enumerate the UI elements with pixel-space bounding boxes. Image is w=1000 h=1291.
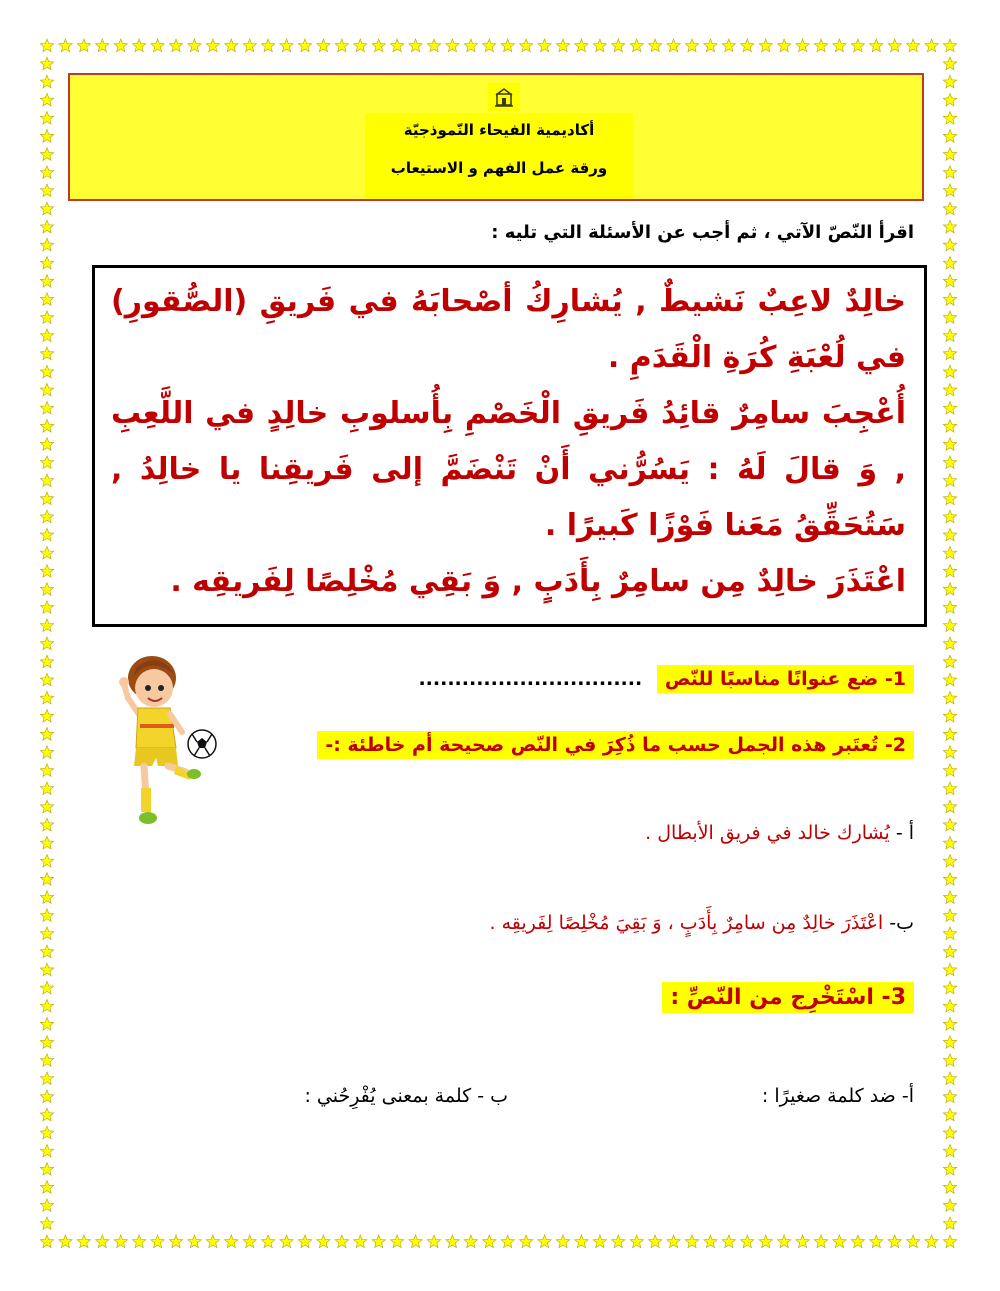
border-star <box>943 836 956 849</box>
border-star <box>40 238 53 251</box>
border-star <box>40 601 53 614</box>
passage-paragraph-2: أُعْجِبَ سامِرٌ قائِدُ فَريقِ الْخَصْمِ بِأُسلوبِ خالِدٍ في اللَّعِبِ , وَ قالَ لَهُ : يَسُرُّني أَنْ تَنْضَمَّ إلى فَريقِنا يا خالِدُ , سَتُحَقِّقُ مَعَنا فَوْزًا كَبيرًا . <box>111 396 906 543</box>
question-1 <box>418 668 914 690</box>
border-star <box>40 637 53 650</box>
border-star <box>943 438 956 451</box>
border-star <box>612 1235 625 1248</box>
border-star <box>741 39 754 52</box>
statement-a-text: يُشارك خالد في فريق الأبطال . <box>645 822 890 844</box>
border-star <box>943 981 956 994</box>
border-star <box>943 710 956 723</box>
border-star <box>40 691 53 704</box>
border-star <box>40 1181 53 1194</box>
border-star <box>778 39 791 52</box>
border-star <box>40 873 53 886</box>
border-star <box>40 293 53 306</box>
border-star <box>40 1199 53 1212</box>
border-star <box>501 39 514 52</box>
border-star <box>206 39 219 52</box>
title-block <box>365 113 633 199</box>
border-star <box>943 474 956 487</box>
border-star <box>40 728 53 741</box>
border-star <box>40 1018 53 1031</box>
border-star <box>943 329 956 342</box>
border-star <box>925 39 938 52</box>
border-star <box>943 909 956 922</box>
border-star <box>722 1235 735 1248</box>
border-star <box>114 1235 127 1248</box>
school-name: أكاديمية الفيحاء النّموذجيّة <box>403 121 595 139</box>
border-star <box>943 57 956 70</box>
border-star <box>943 565 956 578</box>
border-star <box>667 39 680 52</box>
border-star <box>649 1235 662 1248</box>
subquestion-synonym[interactable]: ب - كلمة بمعنى يُفْرِحُني : <box>304 1085 508 1107</box>
border-star <box>391 39 404 52</box>
border-star <box>40 800 53 813</box>
border-star <box>40 1036 53 1049</box>
border-star <box>759 39 772 52</box>
border-star <box>943 75 956 88</box>
border-star <box>40 963 53 976</box>
border-star <box>40 655 53 668</box>
border-star <box>943 238 956 251</box>
border-star <box>280 1235 293 1248</box>
border-star <box>943 655 956 668</box>
border-star <box>538 39 551 52</box>
border-star <box>943 528 956 541</box>
border-star <box>888 1235 901 1248</box>
border-star <box>40 891 53 904</box>
border-star <box>464 1235 477 1248</box>
border-star <box>427 1235 440 1248</box>
border-star <box>483 1235 496 1248</box>
border-star <box>575 1235 588 1248</box>
border-star <box>685 1235 698 1248</box>
border-star <box>943 764 956 777</box>
border-star <box>943 401 956 414</box>
border-star <box>188 39 201 52</box>
border-star <box>612 39 625 52</box>
border-star <box>556 1235 569 1248</box>
border-star <box>943 1054 956 1067</box>
border-star <box>40 202 53 215</box>
border-star <box>335 1235 348 1248</box>
border-star <box>40 746 53 759</box>
border-star <box>907 1235 920 1248</box>
border-star <box>40 93 53 106</box>
border-star <box>40 1235 53 1248</box>
border-star <box>40 184 53 197</box>
border-star <box>298 39 311 52</box>
border-star <box>943 293 956 306</box>
border-star <box>169 1235 182 1248</box>
border-star <box>943 1163 956 1176</box>
border-star <box>40 1217 53 1230</box>
border-star <box>667 1235 680 1248</box>
border-star <box>40 438 53 451</box>
border-star <box>575 39 588 52</box>
border-star <box>538 1235 551 1248</box>
border-star <box>630 1235 643 1248</box>
border-star <box>943 746 956 759</box>
border-star <box>943 220 956 233</box>
border-star <box>943 927 956 940</box>
border-star <box>262 1235 275 1248</box>
border-star <box>354 39 367 52</box>
border-star <box>317 39 330 52</box>
border-star <box>888 39 901 52</box>
border-star <box>943 492 956 505</box>
border-star <box>943 1090 956 1103</box>
border-star <box>593 39 606 52</box>
border-star <box>243 39 256 52</box>
border-star <box>943 365 956 378</box>
border-star <box>722 39 735 52</box>
border-star <box>40 492 53 505</box>
border-star <box>40 565 53 578</box>
border-star <box>741 1235 754 1248</box>
border-star <box>40 1108 53 1121</box>
border-star <box>943 510 956 523</box>
border-star <box>372 1235 385 1248</box>
border-star <box>40 329 53 342</box>
border-star <box>59 39 72 52</box>
border-star <box>814 1235 827 1248</box>
border-star <box>943 1235 956 1248</box>
border-star <box>483 39 496 52</box>
border-star <box>870 39 883 52</box>
border-star <box>40 365 53 378</box>
border-star <box>943 184 956 197</box>
border-star <box>593 1235 606 1248</box>
border-star <box>851 39 864 52</box>
border-star <box>943 818 956 831</box>
reading-passage <box>92 265 927 627</box>
border-star <box>851 1235 864 1248</box>
statement-a[interactable] <box>645 822 914 844</box>
border-star <box>943 583 956 596</box>
border-star <box>40 474 53 487</box>
border-star <box>943 800 956 813</box>
border-star <box>943 383 956 396</box>
statement-b[interactable] <box>490 912 914 934</box>
border-star <box>409 1235 422 1248</box>
border-star <box>40 275 53 288</box>
border-star <box>133 1235 146 1248</box>
border-star <box>943 1072 956 1085</box>
border-star <box>40 927 53 940</box>
border-star <box>206 1235 219 1248</box>
border-star <box>943 1108 956 1121</box>
border-star <box>40 546 53 559</box>
border-star <box>943 728 956 741</box>
border-star <box>943 1199 956 1212</box>
border-star <box>40 981 53 994</box>
border-star <box>870 1235 883 1248</box>
border-star <box>943 130 956 143</box>
border-star <box>262 39 275 52</box>
border-star <box>943 275 956 288</box>
border-star <box>151 39 164 52</box>
border-star <box>40 39 53 52</box>
border-star <box>943 112 956 125</box>
border-star <box>40 57 53 70</box>
border-star <box>40 112 53 125</box>
statement-b-text: اعْتَذَرَ خالِدٌ مِن سامِرٌ بِأَدَبٍ ، وَ بَقِيَ مُخْلِصًا لِفَريقِه . <box>489 912 884 934</box>
border-star <box>833 39 846 52</box>
border-star <box>759 1235 772 1248</box>
border-star <box>943 148 956 161</box>
border-star <box>943 945 956 958</box>
border-star <box>40 764 53 777</box>
border-star <box>943 1217 956 1230</box>
subquestion-antonym[interactable]: أ- ضد كلمة صغيرًا : <box>761 1085 914 1107</box>
border-star <box>943 873 956 886</box>
boy-kicking-ball-illustration <box>110 648 218 830</box>
answer-blank-title[interactable]: ............................... <box>418 668 643 690</box>
border-star <box>943 963 956 976</box>
border-star <box>649 39 662 52</box>
border-star <box>96 39 109 52</box>
border-star <box>372 39 385 52</box>
border-star <box>796 1235 809 1248</box>
border-star <box>943 782 956 795</box>
border-star <box>943 202 956 215</box>
border-star <box>943 39 956 52</box>
border-star <box>40 166 53 179</box>
border-star <box>243 1235 256 1248</box>
border-star <box>40 311 53 324</box>
border-star <box>40 1090 53 1103</box>
statement-a-label: أ - <box>889 822 914 844</box>
border-star <box>943 456 956 469</box>
border-star <box>40 855 53 868</box>
question-2-text: 2- تُعتَبر هذه الجمل حسب ما ذُكِرَ في النّص صحيحة أم خاطئة :- <box>317 731 914 759</box>
border-star <box>943 891 956 904</box>
border-star <box>151 1235 164 1248</box>
border-star <box>40 148 53 161</box>
border-star <box>114 39 127 52</box>
border-star <box>943 999 956 1012</box>
border-star <box>40 583 53 596</box>
border-star <box>40 945 53 958</box>
border-star <box>40 909 53 922</box>
border-star <box>40 401 53 414</box>
school-logo-icon <box>488 83 520 111</box>
border-star <box>40 1144 53 1157</box>
border-star <box>943 691 956 704</box>
border-star <box>77 39 90 52</box>
border-star <box>833 1235 846 1248</box>
question-3-text: 3- اسْتَخْرِج من النّصِّ : <box>662 982 914 1013</box>
border-star <box>943 855 956 868</box>
border-star <box>40 383 53 396</box>
border-star <box>446 39 459 52</box>
border-star <box>943 1144 956 1157</box>
border-star <box>943 1126 956 1139</box>
border-star <box>40 510 53 523</box>
border-star <box>391 1235 404 1248</box>
border-star <box>40 1163 53 1176</box>
border-star <box>40 619 53 632</box>
border-star <box>40 673 53 686</box>
border-star <box>96 1235 109 1248</box>
border-star <box>796 39 809 52</box>
border-star <box>943 257 956 270</box>
reading-instruction: اقرأ النّصّ الآتي ، ثم أجب عن الأسئلة التي تليه : <box>491 222 914 243</box>
statement-b-label: ب- <box>883 912 914 934</box>
border-star <box>556 39 569 52</box>
passage-paragraph-1: خالِدٌ لاعِبٌ نَشيطٌ , يُشارِكُ أصْحابَهُ في فَريقِ (الصُّقورِ) في لُعْبَةِ كُرَةِ الْقَدَمِ . <box>111 284 906 375</box>
border-star <box>943 1036 956 1049</box>
border-star <box>778 1235 791 1248</box>
border-star <box>814 39 827 52</box>
border-star <box>40 75 53 88</box>
border-star <box>446 1235 459 1248</box>
border-star <box>40 456 53 469</box>
border-star <box>280 39 293 52</box>
border-star <box>317 1235 330 1248</box>
border-star <box>943 637 956 650</box>
border-star <box>77 1235 90 1248</box>
border-star <box>943 347 956 360</box>
border-star <box>943 93 956 106</box>
border-star <box>354 1235 367 1248</box>
border-star <box>40 710 53 723</box>
question-1-text: 1- ضع عنوانًا مناسبًا للنّص <box>657 665 914 693</box>
border-star <box>925 1235 938 1248</box>
worksheet-title: ورقة عمل الفهم و الاستيعاب <box>390 159 608 177</box>
border-star <box>943 1018 956 1031</box>
border-star <box>40 528 53 541</box>
border-star <box>335 39 348 52</box>
border-star <box>501 1235 514 1248</box>
border-star <box>943 546 956 559</box>
border-star <box>40 220 53 233</box>
border-star <box>40 818 53 831</box>
border-star <box>464 39 477 52</box>
border-star <box>188 1235 201 1248</box>
question-2 <box>317 734 914 756</box>
question-3 <box>662 985 914 1010</box>
border-star <box>943 311 956 324</box>
border-star <box>943 420 956 433</box>
border-star <box>40 836 53 849</box>
border-star <box>169 39 182 52</box>
border-star <box>40 257 53 270</box>
border-star <box>40 420 53 433</box>
border-star <box>520 1235 533 1248</box>
border-star <box>409 39 422 52</box>
border-star <box>943 1181 956 1194</box>
border-star <box>40 1054 53 1067</box>
passage-paragraph-3: اعْتَذَرَ خالِدٌ مِن سامِرٌ بِأَدَبٍ , وَ بَقِي مُخْلِصًا لِفَريقِه . <box>170 564 906 599</box>
border-star <box>943 166 956 179</box>
border-star <box>685 39 698 52</box>
border-star <box>298 1235 311 1248</box>
border-star <box>40 782 53 795</box>
border-star <box>40 130 53 143</box>
border-star <box>40 999 53 1012</box>
border-star <box>520 39 533 52</box>
border-star <box>630 39 643 52</box>
border-star <box>225 1235 238 1248</box>
border-star <box>225 39 238 52</box>
border-star <box>59 1235 72 1248</box>
border-star <box>40 347 53 360</box>
border-star <box>704 39 717 52</box>
border-star <box>133 39 146 52</box>
border-star <box>40 1126 53 1139</box>
border-star <box>943 619 956 632</box>
border-star <box>40 1072 53 1085</box>
border-star <box>704 1235 717 1248</box>
border-star <box>427 39 440 52</box>
border-star <box>943 601 956 614</box>
border-star <box>943 673 956 686</box>
border-star <box>907 39 920 52</box>
